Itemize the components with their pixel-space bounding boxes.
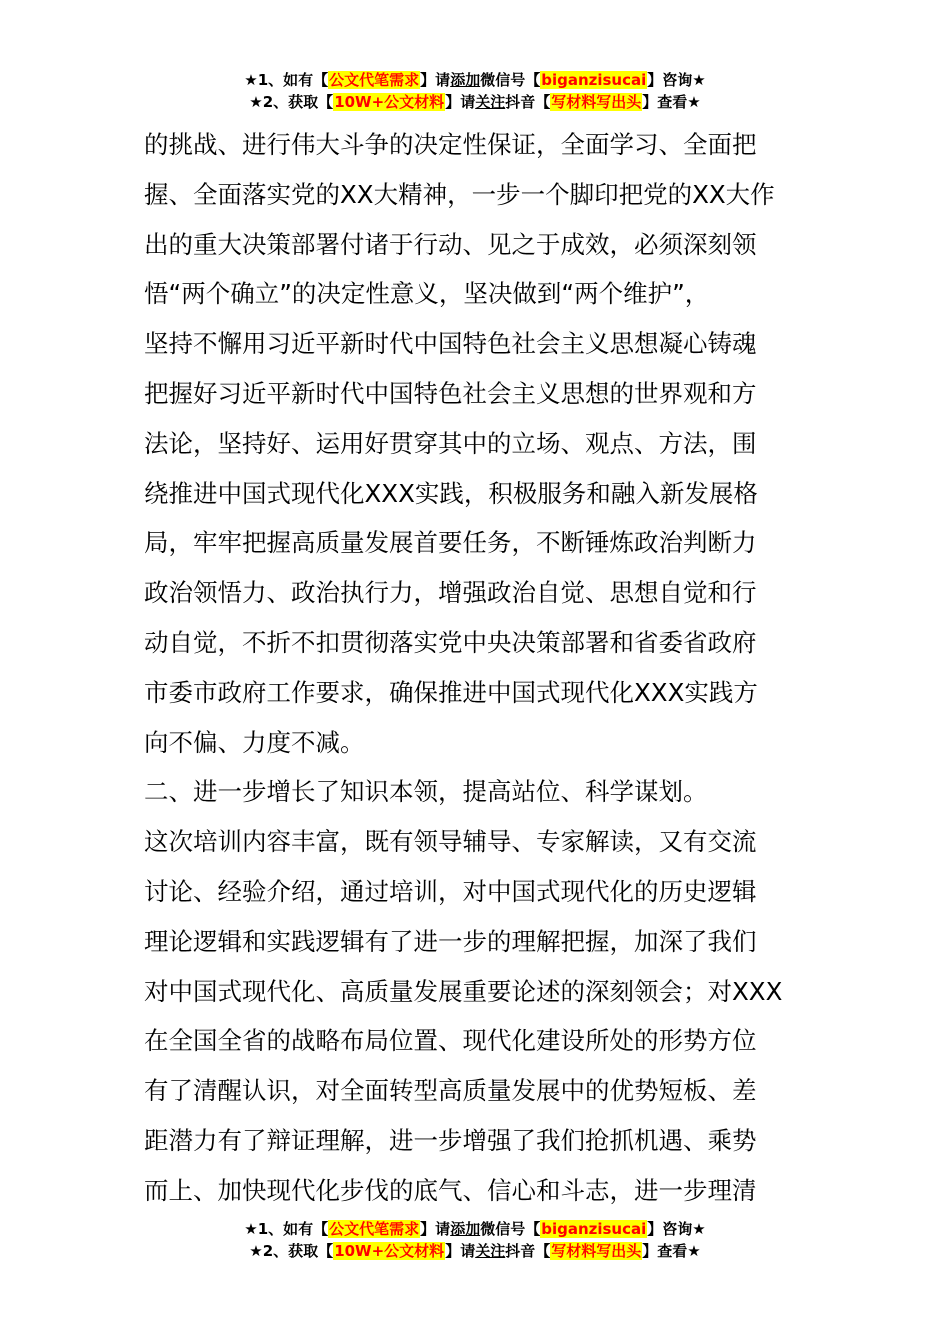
promo-highlight: 10W+公文材料 — [334, 1242, 445, 1260]
body-line: 把握好习近平新时代中国特色社会主义思想的世界观和方 — [144, 378, 757, 408]
body-line: 的挑战、进行伟大斗争的决定性保证，全面学习、全面把 — [144, 130, 757, 159]
body-line: 局，牢牢把握高质量发展首要任务，不断锤炼政治判断力 — [144, 528, 757, 558]
body-line: 对中国式现代化、高质量发展重要论述的深刻领会；对XXX — [144, 976, 783, 1006]
body-line: 向不偏、力度不减。 — [144, 727, 365, 757]
body-line: 政治领悟力、政治执行力，增强政治自觉、思想自觉和行 — [144, 578, 757, 608]
promo-text: 抖音【 — [505, 93, 551, 111]
promo-text: ★1、如有【 — [244, 71, 329, 89]
body-line: 悟“两个确立”的决定性意义，坚决做到“两个维护”， — [144, 279, 710, 309]
body-line: 有了清醒认识，对全面转型高质量发展中的优势短板、差 — [144, 1076, 757, 1106]
header-promo — [0, 69, 950, 113]
promo-text: 】请 — [445, 1242, 476, 1260]
promo-douyin-name: 写材料写出头 — [551, 93, 642, 111]
promo-underlined-text: 添加 — [450, 1220, 481, 1238]
body-line: 动自觉，不折不扣贯彻落实党中央决策部署和省委省政府 — [144, 627, 757, 657]
body-line: 理论逻辑和实践逻辑有了进一步的理解把握，加深了我们 — [144, 926, 757, 956]
promo-highlight: 10W+公文材料 — [334, 93, 445, 111]
promo-text: 】查看★ — [642, 93, 701, 111]
body-line: 法论，坚持好、运用好贯穿其中的立场、观点、方法，围 — [144, 428, 757, 458]
body-line: 握、全面落实党的XX大精神，一步一个脚印把党的XX大作 — [144, 179, 775, 209]
promo-text: ★1、如有【 — [244, 1220, 329, 1238]
footer-promo — [0, 1218, 950, 1262]
promo-text: 】咨询★ — [647, 71, 706, 89]
promo-underlined-text: 关注 — [475, 93, 506, 111]
promo-douyin-name: 写材料写出头 — [551, 1242, 642, 1260]
body-line: 讨论、经验介绍，通过培训，对中国式现代化的历史逻辑 — [144, 876, 757, 906]
promo-wechat-id: biganzisucai — [541, 71, 647, 89]
promo-text: 】请 — [420, 71, 451, 89]
promo-line-1 — [0, 1218, 950, 1240]
promo-text: 】请 — [445, 93, 476, 111]
body-line: 出的重大决策部署付诸于行动、见之于成效，必须深刻领 — [144, 229, 757, 259]
promo-text: ★2、获取【 — [249, 1242, 334, 1260]
promo-line-1 — [0, 69, 950, 91]
promo-wechat-id: biganzisucai — [541, 1220, 647, 1238]
body-line: 坚持不懈用习近平新时代中国特色社会主义思想凝心铸魂 — [144, 329, 757, 359]
document-body — [144, 120, 814, 1216]
promo-text: 】咨询★ — [647, 1220, 706, 1238]
promo-text: 】请 — [420, 1220, 451, 1238]
promo-text: 微信号【 — [480, 71, 541, 89]
promo-highlight: 公文代笔需求 — [329, 71, 420, 89]
promo-line-2 — [0, 91, 950, 113]
promo-underlined-text: 关注 — [475, 1242, 506, 1260]
section-heading: 二、进一步增长了知识本领，提高站位、科学谋划。 — [144, 777, 708, 807]
body-line: 绕推进中国式现代化XXX实践，积极服务和融入新发展格 — [144, 478, 758, 508]
promo-highlight: 公文代笔需求 — [329, 1220, 420, 1238]
promo-text: 】查看★ — [642, 1242, 701, 1260]
promo-line-2 — [0, 1240, 950, 1262]
body-line: 市委市政府工作要求，确保推进中国式现代化XXX实践方 — [144, 677, 758, 707]
body-line: 而上、加快现代化步伐的底气、信心和斗志，进一步理清 — [144, 1175, 757, 1205]
promo-text: 微信号【 — [480, 1220, 541, 1238]
body-line: 在全国全省的战略布局位置、现代化建设所处的形势方位 — [144, 1026, 757, 1056]
body-line: 这次培训内容丰富，既有领导辅导、专家解读，又有交流 — [144, 827, 757, 857]
promo-underlined-text: 添加 — [450, 71, 481, 89]
body-line: 距潜力有了辩证理解，进一步增强了我们抢抓机遇、乘势 — [144, 1125, 757, 1155]
promo-text: 抖音【 — [505, 1242, 551, 1260]
promo-text: ★2、获取【 — [249, 93, 334, 111]
